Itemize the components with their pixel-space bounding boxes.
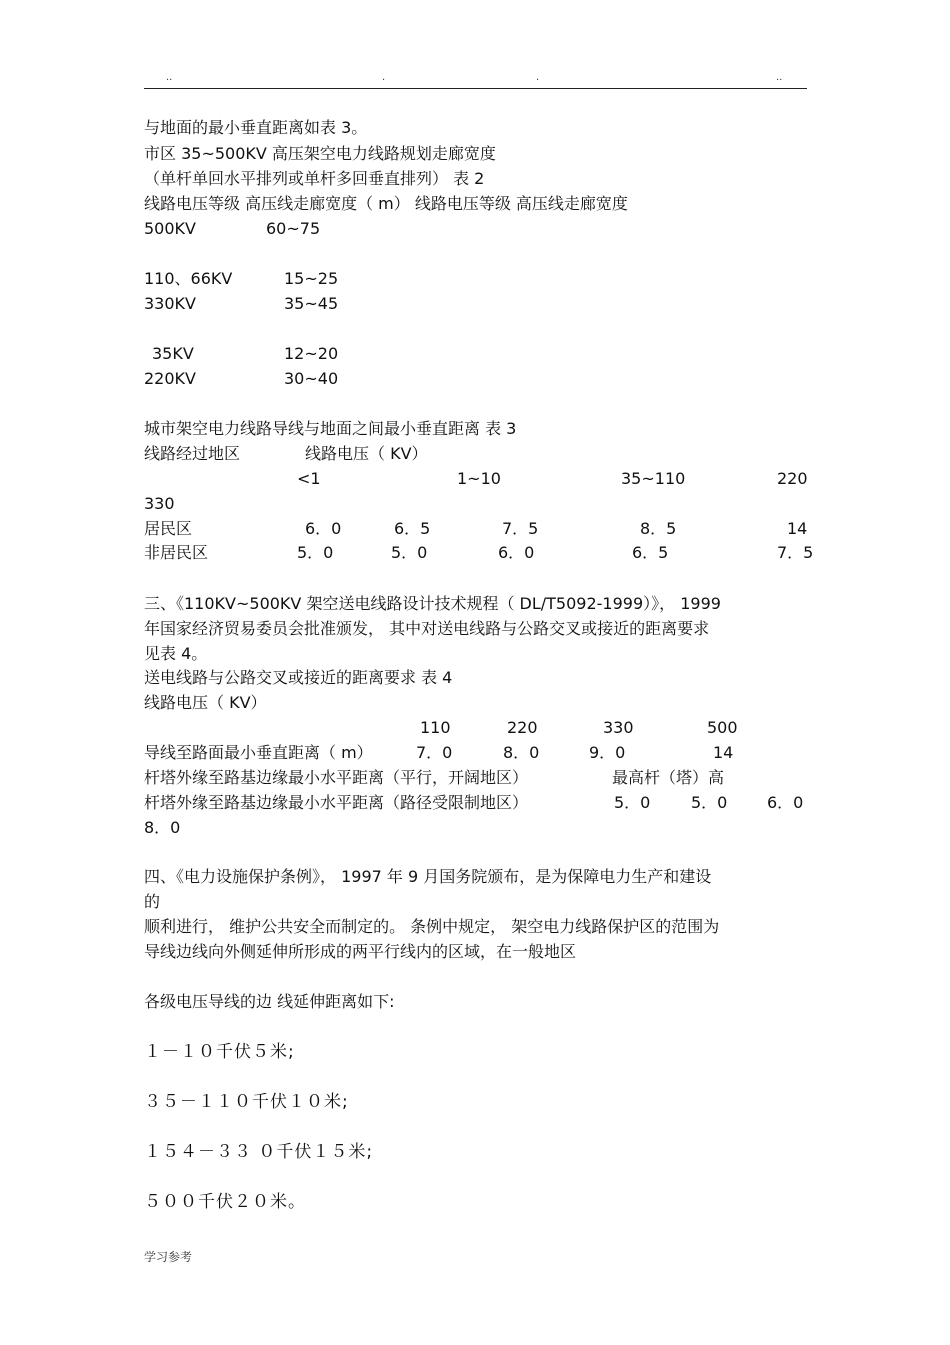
table3-voltage: 330 [144,494,175,513]
table2-width: 60~75 [266,219,321,238]
table4-cell: 8．0 [503,743,540,762]
table3-cell: 6．5 [632,543,669,562]
distance-item: ３５－１１０千伏１０米; [144,1092,349,1112]
table3-cell: 6．5 [394,519,431,538]
table3-voltage: <1 [297,469,321,488]
distance-item: １５４－３３ ０千伏１５米; [144,1142,374,1162]
section3-line: 三、《110KV~500KV 架空送电线路设计技术规程（ DL/T5092-1999）》， 1999 [144,594,721,613]
table4-cell: 最高杆（塔）高 [612,768,725,787]
table2-voltage: 35KV [152,344,194,363]
table4-row-label: 导线至路面最小垂直距离（ m） [144,743,373,762]
table4-cell: 14 [713,743,734,762]
table3-voltage: 35~110 [621,469,686,488]
table4-row-label: 杆塔外缘至路基边缘最小水平距离（路径受限制地区） [144,793,529,812]
table4-cell: 5．0 [614,793,651,812]
table3-voltage: 220 [777,469,808,488]
table2-width: 30~40 [284,369,339,388]
section4-intro: 各级电压导线的边 线延伸距离如下: [144,992,395,1011]
table2-voltage: 500KV [144,219,196,238]
section4-line: 导线边线向外侧延伸所形成的两平行线内的区域，在一般地区 [144,942,577,961]
section4-line: 顺利进行， 维护公共安全而制定的。 条例中规定， 架空电力线路保护区的范围为 [144,917,720,936]
table4-cell: 6．0 [767,793,804,812]
table2-voltage: 220KV [144,369,196,388]
table2-header: 线路电压等级 高压线走廊宽度（ m） 线路电压等级 高压线走廊宽度 [144,194,628,213]
table3-col-header: 线路经过地区 [144,444,241,463]
header-dot: .. [166,72,173,83]
header-dot: .. [776,72,783,83]
header-dot: . [382,72,386,83]
table4-row-label: 杆塔外缘至路基边缘最小水平距离（平行，开阔地区） [144,768,529,787]
footer-text: 学习参考 [144,1250,193,1264]
section4-line: 的 [144,892,161,911]
table3-cell: 8．5 [640,519,677,538]
table4-voltage: 220 [507,718,538,737]
section3-line: 年国家经济贸易委员会批准颁发， 其中对送电线路与公路交叉或接近的距离要求 [144,619,710,638]
table3-cell: 7．5 [777,543,814,562]
table2-width: 12~20 [284,344,339,363]
table3-row-label: 居民区 [144,519,193,538]
table2-title: 市区 35~500KV 高压架空电力线路规划走廊宽度 [144,144,496,163]
intro-line: 与地面的最小垂直距离如表 3。 [144,118,368,137]
table3-voltage: 1~10 [457,469,501,488]
table3-cell: 5．0 [391,543,428,562]
distance-item: １－１０千伏５米; [144,1042,295,1062]
table3-cell: 14 [787,519,808,538]
table4-voltage-label: 线路电压（ KV） [144,693,267,712]
table2-subtitle: （单杆单回水平排列或单杆多回垂直排列） 表 2 [144,169,485,188]
table2-voltage: 110、66KV [144,269,233,288]
distance-item: ５００千伏２０米。 [144,1192,306,1212]
table4-cell: 8．0 [144,818,181,837]
section3-line: 见表 4。 [144,644,208,663]
table2-voltage: 330KV [144,294,196,313]
table4-title: 送电线路与公路交叉或接近的距离要求 表 4 [144,668,453,687]
table2-width: 15~25 [284,269,339,288]
table3-cell: 5．0 [297,543,334,562]
table3-row-label: 非居民区 [144,543,209,562]
table3-cell: 6．0 [498,543,535,562]
table4-cell: 5．0 [691,793,728,812]
table4-voltage: 110 [420,718,451,737]
table4-cell: 7．0 [416,743,453,762]
section4-line: 四、《电力设施保护条例》， 1997 年 9 月国务院颁布，是为保障电力生产和建设 [144,867,712,886]
table3-cell: 6．0 [305,519,342,538]
table3-col-header: 线路电压（ KV） [305,444,428,463]
header-rule [144,88,807,89]
table3-title: 城市架空电力线路导线与地面之间最小垂直距离 表 3 [144,419,517,438]
table4-voltage: 500 [707,718,738,737]
table4-voltage: 330 [603,718,634,737]
table3-cell: 7．5 [502,519,539,538]
table2-width: 35~45 [284,294,339,313]
table4-cell: 9．0 [589,743,626,762]
header-dot: . [536,72,540,83]
